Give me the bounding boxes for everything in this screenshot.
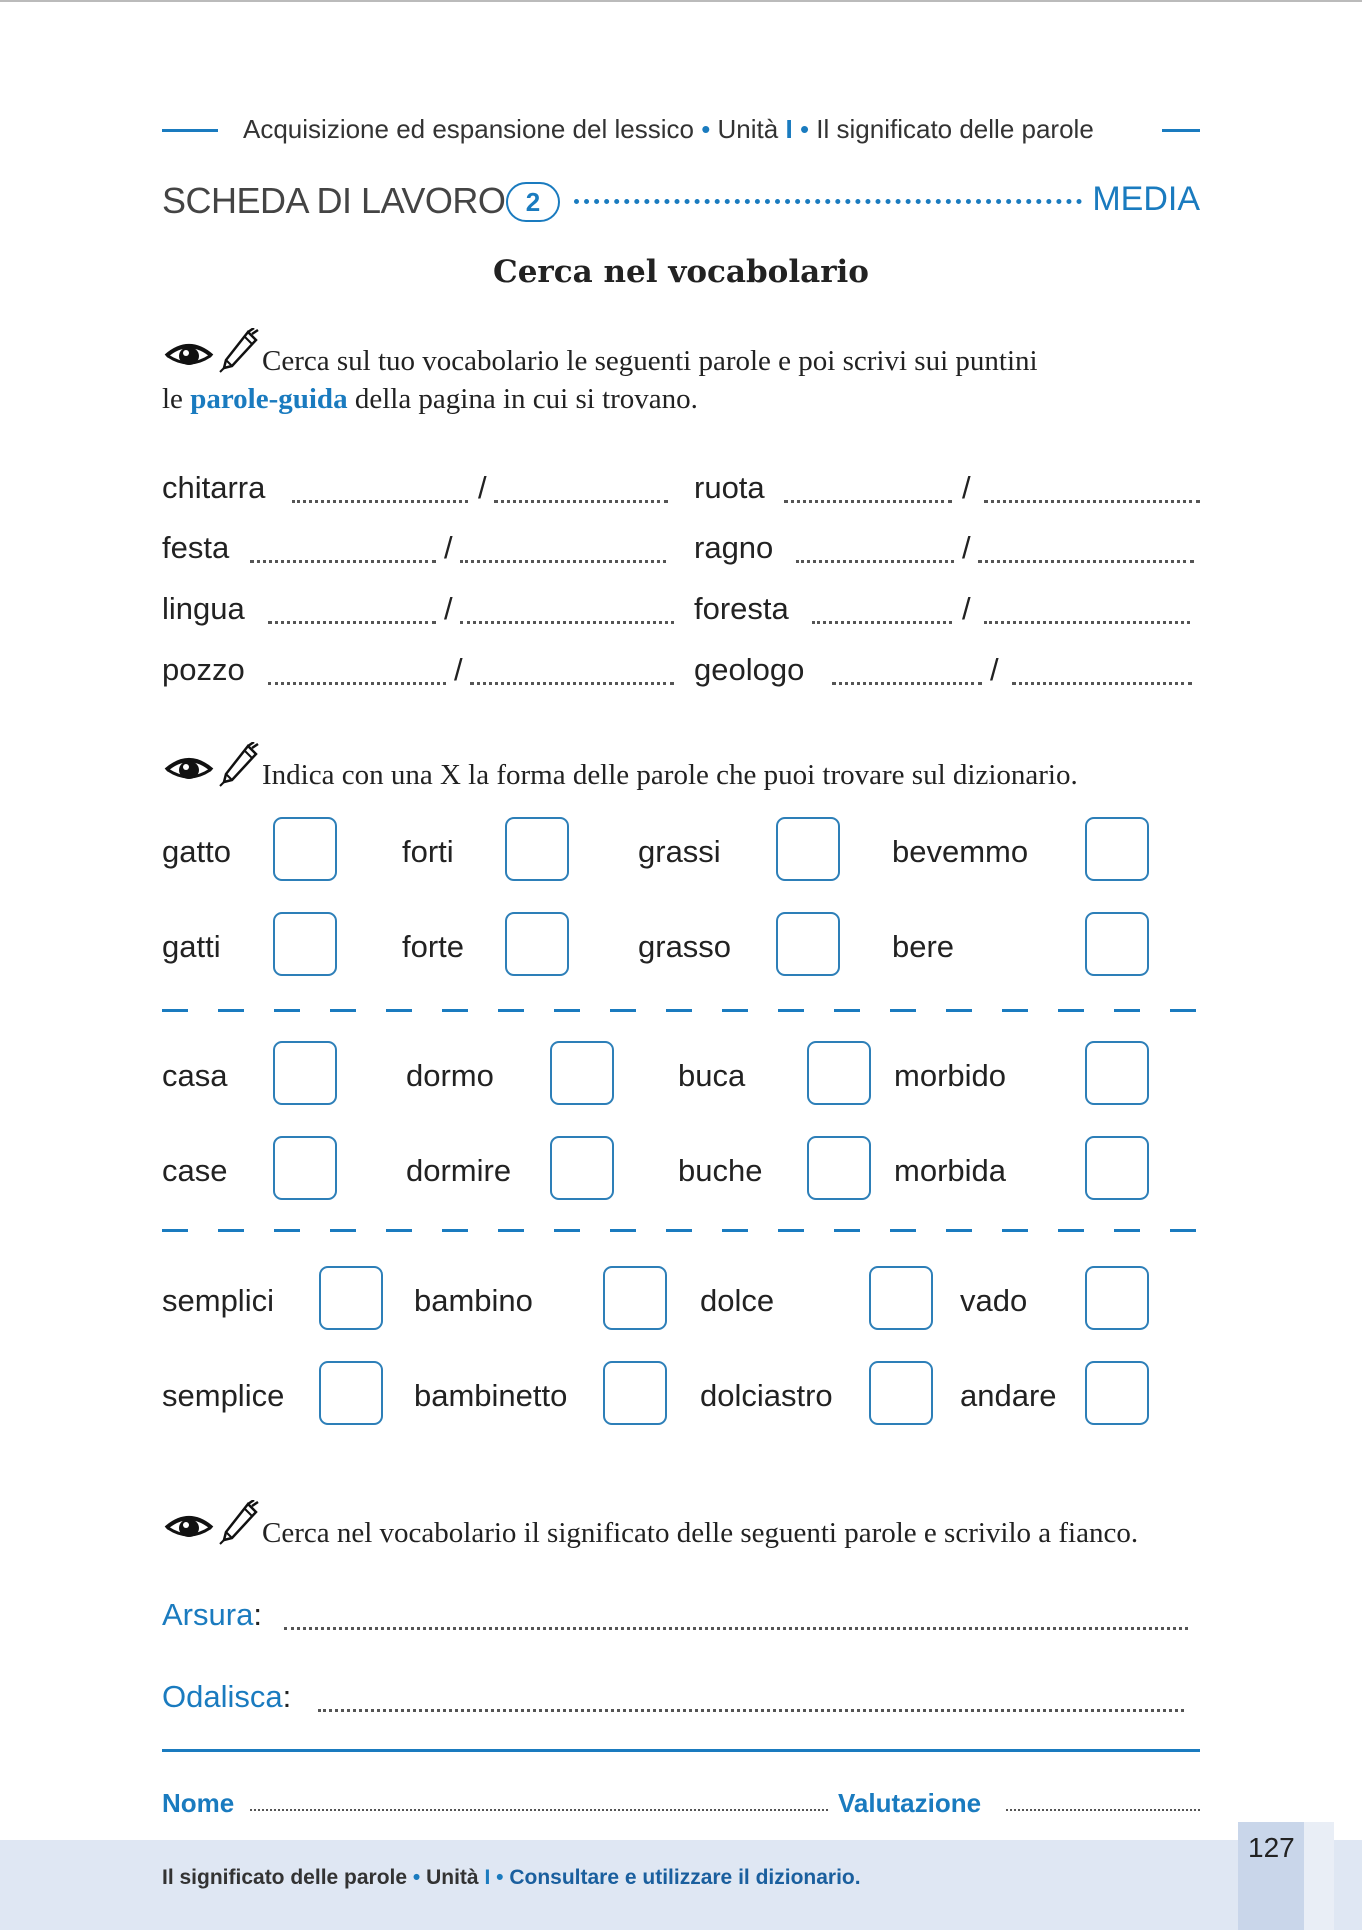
word-foresta: foresta bbox=[694, 591, 789, 626]
word-gatto: gatto bbox=[162, 834, 231, 869]
definition-word-arsura: Arsura: bbox=[162, 1597, 262, 1632]
checkbox-gatto[interactable] bbox=[273, 817, 337, 881]
checkbox-andare[interactable] bbox=[1085, 1361, 1149, 1425]
checkbox-case[interactable] bbox=[273, 1136, 337, 1200]
pen-icon bbox=[218, 328, 260, 374]
answer-dots[interactable] bbox=[832, 682, 982, 685]
exercise1-instruction-line1: Cerca sul tuo vocabolario le seguenti parole e poi scrivi sui puntini bbox=[262, 345, 1038, 377]
checkbox-dormo[interactable] bbox=[550, 1041, 614, 1105]
grade-label: Valutazione bbox=[838, 1788, 982, 1818]
header-unit-number: I bbox=[785, 114, 793, 144]
definition-word-odalisca: Odalisca: bbox=[162, 1679, 292, 1714]
checkbox-dolce[interactable] bbox=[869, 1266, 933, 1330]
header-unit-label: Unità bbox=[717, 114, 779, 144]
exercise1-instruction: Cerca sul tuo vocabolario le seguenti parole e poi scrivi sui puntini le parole-guida della pagina in cui si trovano. bbox=[162, 330, 1038, 418]
checkbox-buche[interactable] bbox=[807, 1136, 871, 1200]
group-divider bbox=[162, 1009, 1200, 1012]
word-andare: andare bbox=[960, 1378, 1057, 1413]
parole-guida-highlight: parole-guida bbox=[190, 383, 348, 415]
checkbox-grassi[interactable] bbox=[776, 817, 840, 881]
word-geologo: geologo bbox=[694, 652, 805, 687]
answer-dots[interactable] bbox=[1012, 682, 1192, 685]
header-topic: Il significato delle parole bbox=[816, 114, 1094, 144]
group-divider bbox=[162, 1229, 1200, 1232]
word-semplici: semplici bbox=[162, 1283, 274, 1318]
answer-dots[interactable] bbox=[268, 682, 446, 685]
signature-separator bbox=[162, 1749, 1200, 1752]
eye-pen-icons bbox=[162, 1502, 262, 1552]
name-field[interactable] bbox=[250, 1809, 828, 1811]
answer-dots[interactable] bbox=[250, 560, 436, 563]
checkbox-bambinetto[interactable] bbox=[603, 1361, 667, 1425]
pen-icon bbox=[218, 1500, 260, 1546]
running-header: Acquisizione ed espansione del lessico • Unità I • Il significato delle parole bbox=[243, 114, 1094, 144]
word-bevemmo: bevemmo bbox=[892, 834, 1029, 869]
checkbox-semplice[interactable] bbox=[319, 1361, 383, 1425]
checkbox-morbida[interactable] bbox=[1085, 1136, 1149, 1200]
word-casa: casa bbox=[162, 1058, 228, 1093]
word-forti: forti bbox=[402, 834, 454, 869]
answer-dots[interactable] bbox=[784, 500, 952, 503]
word-dormo: dormo bbox=[406, 1058, 494, 1093]
top-border bbox=[0, 0, 1362, 2]
word-gatti: gatti bbox=[162, 929, 221, 964]
worksheet-label: SCHEDA DI LAVORO bbox=[162, 180, 506, 221]
worksheet-dotted-rule bbox=[574, 199, 1082, 204]
checkbox-semplici[interactable] bbox=[319, 1266, 383, 1330]
checkbox-buca[interactable] bbox=[807, 1041, 871, 1105]
checkbox-bevemmo[interactable] bbox=[1085, 817, 1149, 881]
checkbox-forte[interactable] bbox=[505, 912, 569, 976]
answer-dots[interactable] bbox=[460, 621, 674, 624]
word-dolce: dolce bbox=[700, 1283, 775, 1318]
answer-dots[interactable] bbox=[984, 621, 1190, 624]
word-bere: bere bbox=[892, 929, 955, 964]
checkbox-morbido[interactable] bbox=[1085, 1041, 1149, 1105]
eye-pen-icons bbox=[162, 330, 262, 380]
page-tab-fold bbox=[1304, 1822, 1334, 1930]
word-bambino: bambino bbox=[414, 1283, 533, 1318]
exercise3-instruction: Cerca nel vocabolario il significato delle seguenti parole e scrivilo a fianco. bbox=[162, 1502, 1138, 1552]
word-morbido: morbido bbox=[894, 1058, 1006, 1093]
eye-icon bbox=[164, 1512, 214, 1542]
word-bambinetto: bambinetto bbox=[414, 1378, 568, 1413]
word-buche: buche bbox=[678, 1153, 763, 1188]
word-grassi: grassi bbox=[638, 834, 721, 869]
word-forte: forte bbox=[402, 929, 465, 964]
checkbox-grasso[interactable] bbox=[776, 912, 840, 976]
header-rule-left bbox=[162, 129, 218, 132]
worksheet-level: MEDIA bbox=[1092, 180, 1200, 218]
answer-dots[interactable] bbox=[494, 500, 668, 503]
checkbox-vado[interactable] bbox=[1085, 1266, 1149, 1330]
word-dolciastro: dolciastro bbox=[700, 1378, 833, 1413]
worksheet-number-badge: 2 bbox=[506, 182, 560, 222]
answer-dots[interactable] bbox=[796, 560, 954, 563]
checkbox-bere[interactable] bbox=[1085, 912, 1149, 976]
word-buca: buca bbox=[678, 1058, 746, 1093]
word-lingua: lingua bbox=[162, 591, 245, 626]
eye-icon bbox=[164, 754, 214, 784]
answer-dots[interactable] bbox=[984, 500, 1200, 503]
header-rule-right bbox=[1162, 129, 1200, 132]
checkbox-gatti[interactable] bbox=[273, 912, 337, 976]
checkbox-dolciastro[interactable] bbox=[869, 1361, 933, 1425]
word-morbida: morbida bbox=[894, 1153, 1006, 1188]
definition-answer-line[interactable] bbox=[284, 1627, 1188, 1630]
word-grasso: grasso bbox=[638, 929, 732, 964]
grade-field[interactable] bbox=[1006, 1809, 1200, 1811]
word-ragno: ragno bbox=[694, 530, 774, 565]
word-festa: festa bbox=[162, 530, 230, 565]
answer-dots[interactable] bbox=[812, 621, 952, 624]
answer-dots[interactable] bbox=[460, 560, 666, 563]
word-pozzo: pozzo bbox=[162, 652, 245, 687]
footer-text: Il significato delle parole • Unità I • Consultare e utilizzare il dizionario. bbox=[162, 1866, 861, 1889]
word-ruota: ruota bbox=[694, 470, 765, 505]
checkbox-casa[interactable] bbox=[273, 1041, 337, 1105]
eye-pen-icons bbox=[162, 744, 262, 794]
page-title: Cerca nel vocabolario bbox=[493, 254, 869, 290]
header-section: Acquisizione ed espansione del lessico bbox=[243, 114, 694, 144]
word-dormire: dormire bbox=[406, 1153, 512, 1188]
word-case: case bbox=[162, 1153, 228, 1188]
checkbox-forti[interactable] bbox=[505, 817, 569, 881]
word-chitarra: chitarra bbox=[162, 470, 266, 505]
page-number: 127 bbox=[1248, 1832, 1295, 1863]
checkbox-bambino[interactable] bbox=[603, 1266, 667, 1330]
answer-dots[interactable] bbox=[978, 560, 1194, 563]
word-vado: vado bbox=[960, 1283, 1028, 1318]
word-semplice: semplice bbox=[162, 1378, 285, 1413]
eye-icon bbox=[164, 340, 214, 370]
pen-icon bbox=[218, 742, 260, 788]
answer-dots[interactable] bbox=[268, 621, 436, 624]
exercise2-instruction: Indica con una X la forma delle parole che puoi trovare sul dizionario. bbox=[162, 744, 1078, 794]
answer-dots[interactable] bbox=[470, 682, 674, 685]
answer-dots[interactable] bbox=[292, 500, 468, 503]
name-label: Nome bbox=[162, 1788, 235, 1818]
definition-answer-line[interactable] bbox=[318, 1709, 1184, 1712]
checkbox-dormire[interactable] bbox=[550, 1136, 614, 1200]
